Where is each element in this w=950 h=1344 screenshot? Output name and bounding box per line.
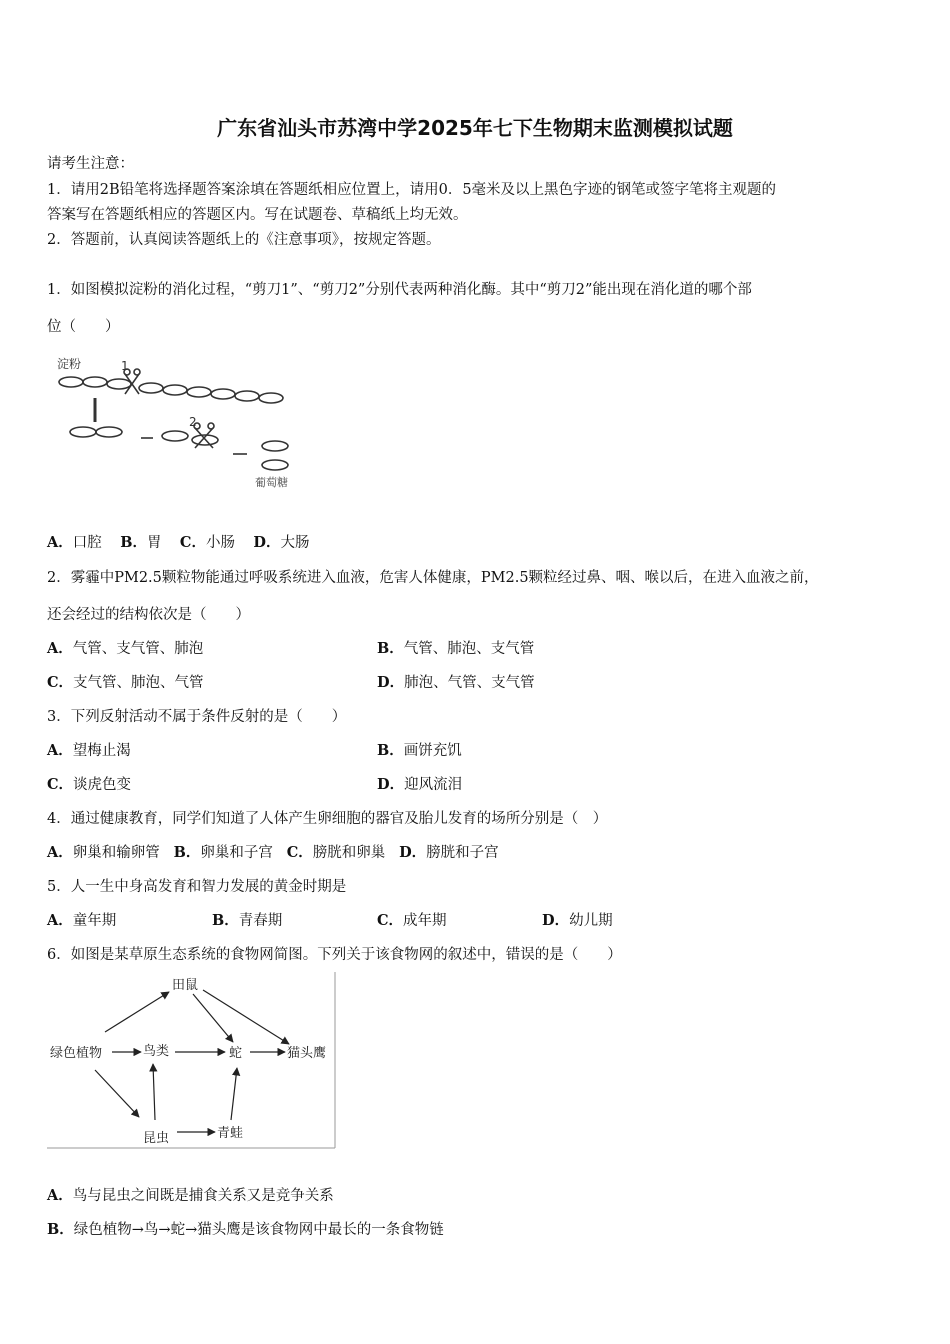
node-snake: 蛇 <box>229 1046 243 1061</box>
q2-stem-cont: 还会经过的结构依次是（ ） <box>47 607 250 623</box>
q4-stem: 4．通过健康教育，同学们知道了人体产生卵细胞的器官及胎儿发育的场所分别是（ ） <box>47 811 608 827</box>
q6-option-a: A．鸟与昆虫之间既是捕食关系又是竞争关系 <box>47 1187 334 1204</box>
notice-line: 答案写在答题纸相应的答题区内。写在试题卷、草稿纸上均无效。 <box>47 207 468 223</box>
q2-option-a: A．气管、支气管、肺泡 <box>47 640 204 657</box>
notice-line: 2．答题前，认真阅读答题纸上的《注意事项》，按规定答题。 <box>47 232 441 248</box>
notice-line: 1．请用2B铅笔将选择题答案涂填在答题纸相应位置上，请用0．5毫米及以上黑色字迹的钢笔或签字笔将主观题的 <box>47 182 777 198</box>
q2-option-b: B．气管、肺泡、支气管 <box>377 640 535 657</box>
q3-option-b: B．画饼充饥 <box>377 742 462 759</box>
q1-options: A．口腔 B．胃 C．小肠 D．大肠 <box>47 534 310 551</box>
food-web-figure <box>45 970 340 1150</box>
node-insect: 昆虫 <box>143 1131 170 1146</box>
q4-options: A．卵巢和输卵管 B．卵巢和子宫 C．膀胱和卵巢 D．膀胱和子宫 <box>47 844 499 861</box>
q2-option-c: C．支气管、肺泡、气管 <box>47 674 204 691</box>
q5-option-d: D．幼儿期 <box>542 912 613 929</box>
node-plant: 绿色植物 <box>50 1046 103 1061</box>
q3-option-a: A．望梅止渴 <box>47 742 131 759</box>
q1-stem: 1．如图模拟淀粉的消化过程，“剪刀1”、“剪刀2”分别代表两种消化酶。其中“剪刀2”能出现在消化道的哪个部 <box>47 282 752 298</box>
q5-stem: 5．人一生中身高发育和智力发展的黄金时期是 <box>47 879 347 895</box>
q2-stem: 2．雾霾中PM2.5颗粒物能通过呼吸系统进入血液，危害人体健康，PM2.5颗粒经过鼻、咽、喉以后，在进入血液之前， <box>47 570 819 586</box>
glucose-label: 葡萄糖 <box>255 476 288 489</box>
node-mouse: 田鼠 <box>172 978 199 993</box>
node-bird: 鸟类 <box>143 1044 170 1059</box>
page-title: 广东省汕头市苏湾中学2025年七下生物期末监测模拟试题 <box>217 116 733 140</box>
node-owl: 猫头鹰 <box>287 1046 327 1061</box>
notice-heading: 请考生注意： <box>47 156 134 172</box>
q5-option-a: A．童年期 <box>47 912 117 929</box>
starch-digestion-figure <box>55 350 305 498</box>
q3-stem: 3．下列反射活动不属于条件反射的是（ ） <box>47 709 347 725</box>
q1-stem-cont: 位（ ） <box>47 319 120 335</box>
q5-option-b: B．青春期 <box>212 912 283 929</box>
starch-label: 淀粉 <box>57 357 82 371</box>
q2-option-d: D．肺泡、气管、支气管 <box>377 674 535 691</box>
scissor-2-label: 2 <box>189 415 197 429</box>
q6-stem: 6．如图是某草原生态系统的食物网简图。下列关于该食物网的叙述中，错误的是（ ） <box>47 947 622 963</box>
node-frog: 青蛙 <box>217 1126 244 1141</box>
q3-option-c: C．谈虎色变 <box>47 776 132 793</box>
q3-option-d: D．迎风流泪 <box>377 776 463 793</box>
q5-option-c: C．成年期 <box>377 912 447 929</box>
scissor-1-label: 1 <box>121 359 129 373</box>
q6-option-b: B．绿色植物→鸟→蛇→猫头鹰是该食物网中最长的一条食物链 <box>47 1221 444 1238</box>
